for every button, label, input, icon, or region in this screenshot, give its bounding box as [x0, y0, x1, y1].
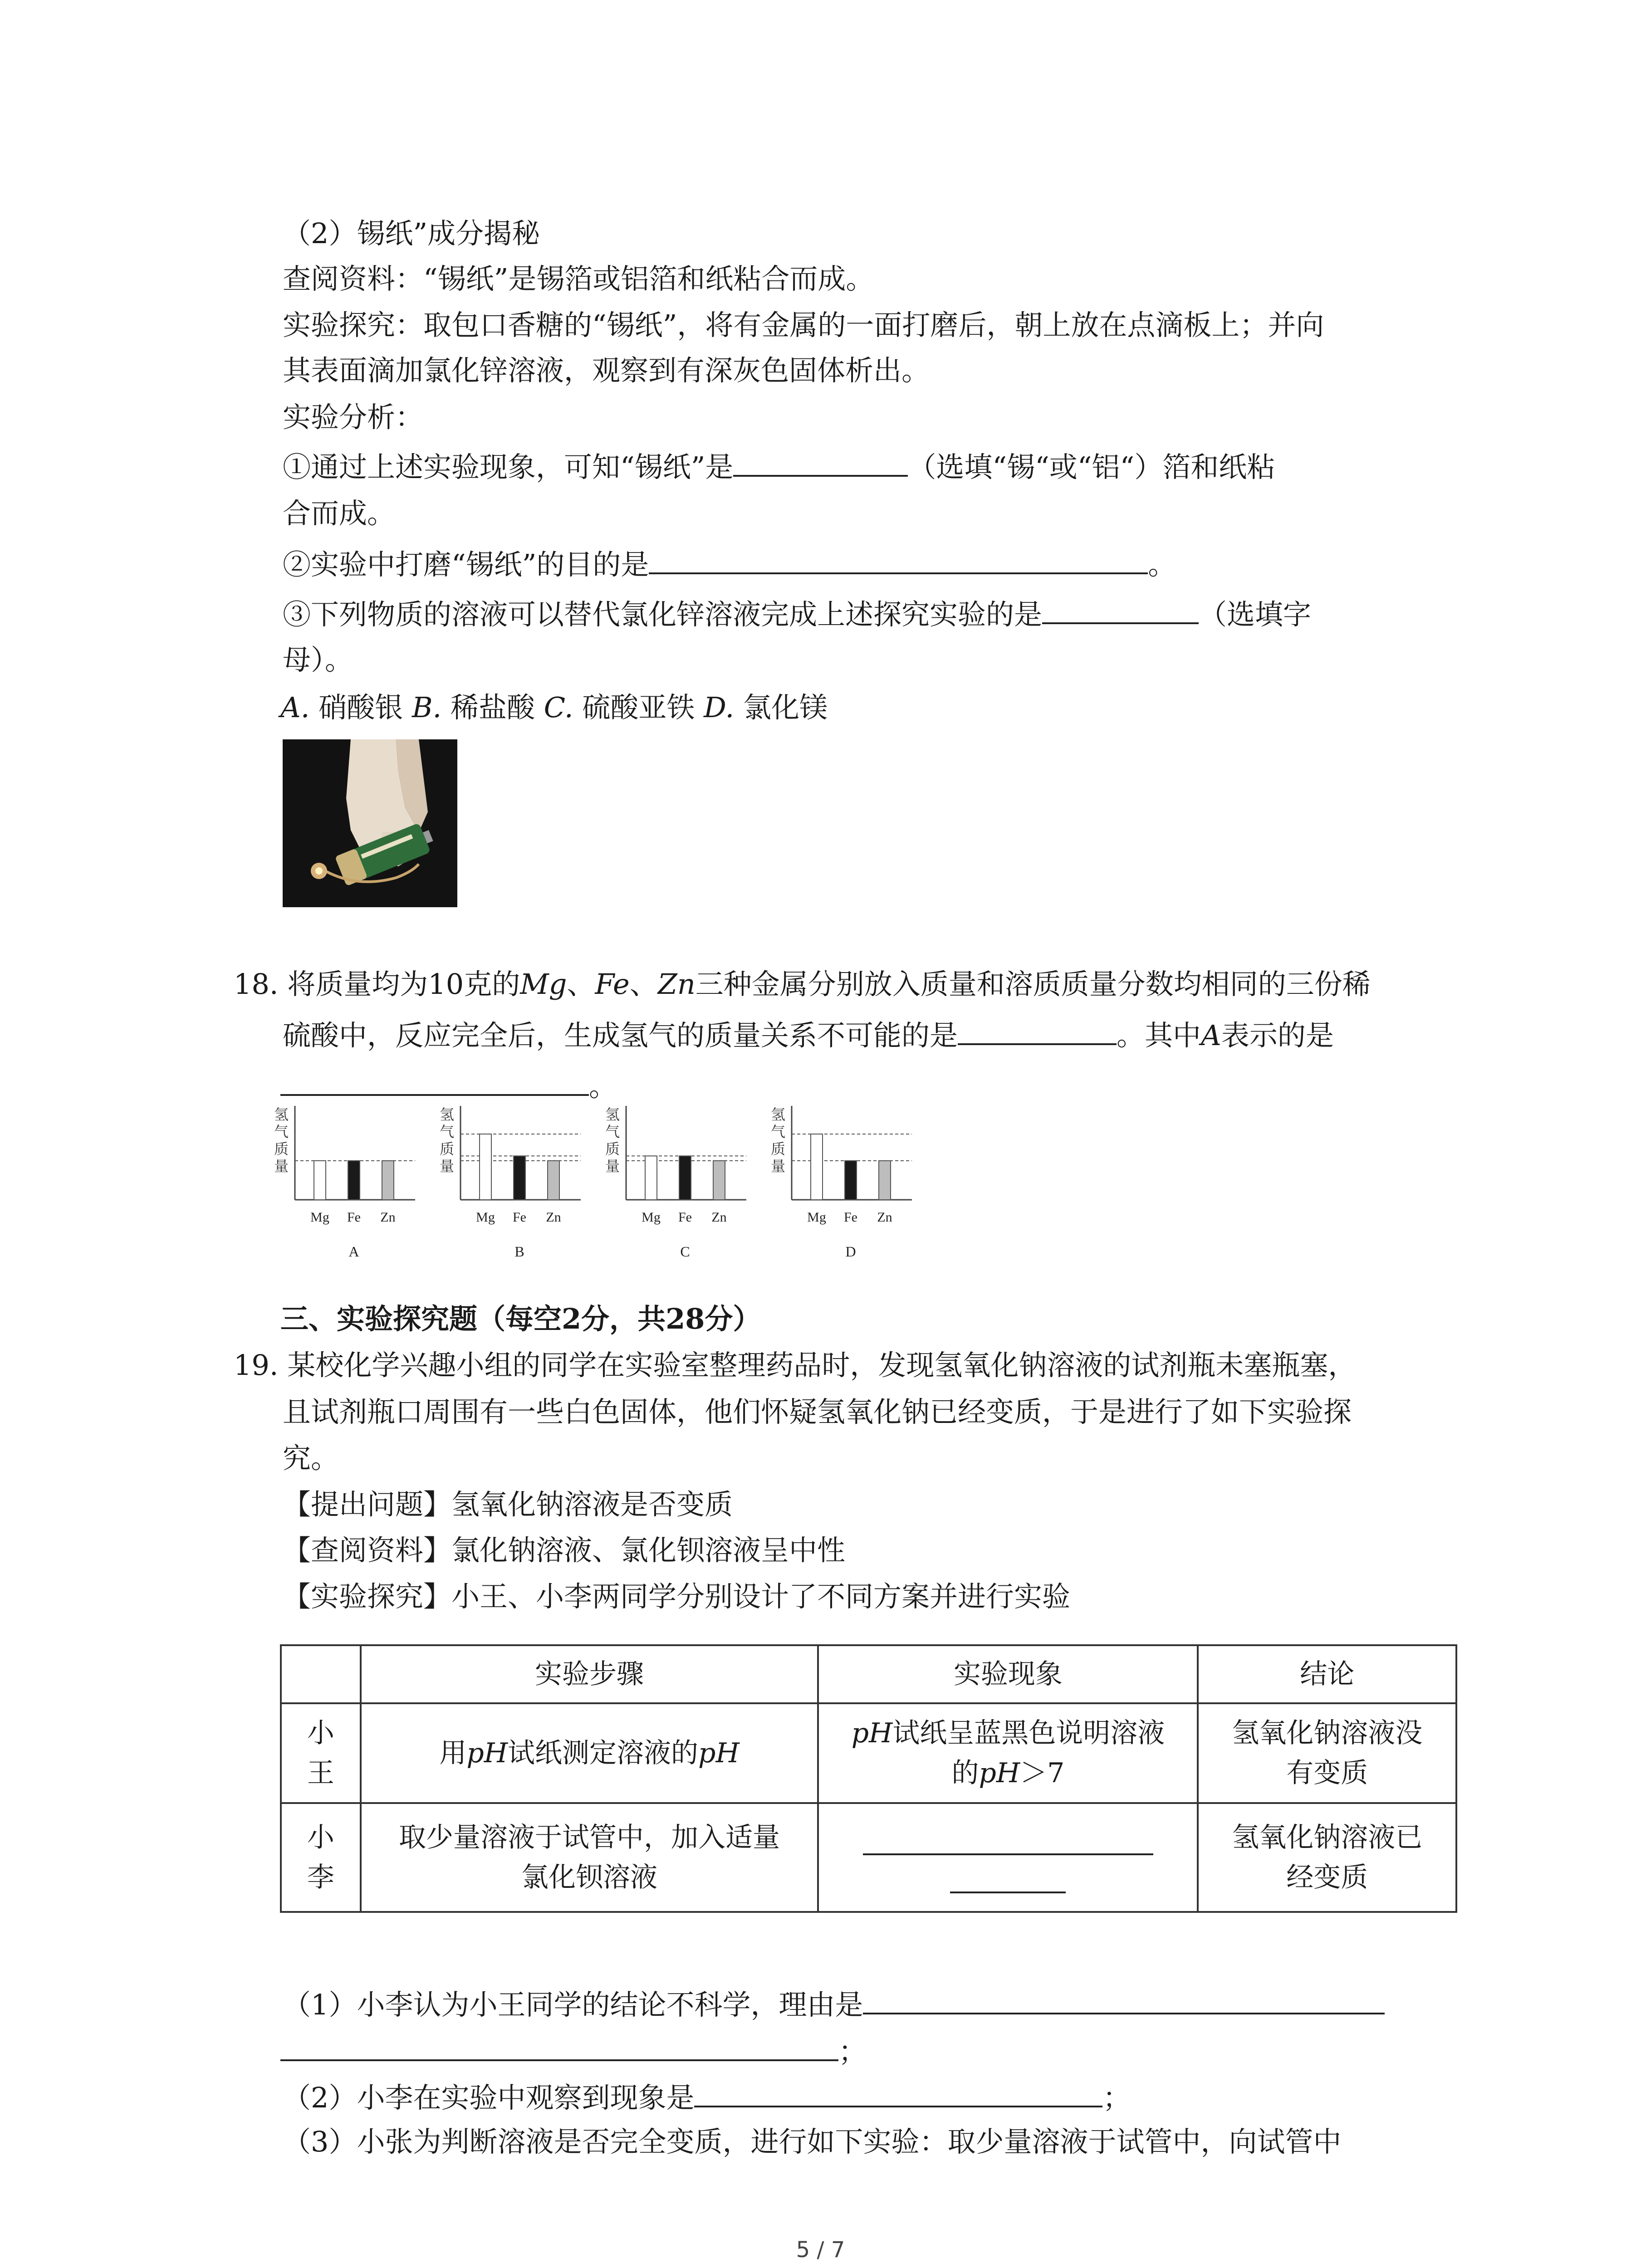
- row1-obs-text-2: 的: [951, 1757, 979, 1789]
- chart-bar-zn: [548, 1161, 559, 1200]
- chart-ylabel-char: 氢: [770, 1106, 786, 1123]
- chart-bar-fe: [348, 1161, 360, 1200]
- chart-category-label: Mg: [807, 1210, 826, 1225]
- row1-obs-ph-1: pH: [851, 1717, 893, 1749]
- row2-conclusion: [1198, 1803, 1456, 1912]
- row1-step-ph-2: pH: [698, 1737, 740, 1769]
- chart-panel-label: B: [514, 1243, 524, 1260]
- q19-text-1: 某校化学兴趣小组的同学在实验室整理药品时，发现氢氧化钠溶液的试剂瓶未塞瓶塞，: [287, 1349, 1357, 1382]
- table-row: [281, 1703, 1456, 1803]
- chart-bar-mg: [645, 1156, 657, 1200]
- option-a-letter: A.: [280, 691, 310, 724]
- q17-options: [280, 689, 828, 726]
- row2-phenomenon: [818, 1803, 1198, 1912]
- hydrogen-mass-charts: [272, 1102, 930, 1266]
- q17-q2-end: 。: [1148, 548, 1176, 581]
- chart-bar-zn: [713, 1161, 725, 1200]
- option-a-text: 硝酸银: [318, 691, 403, 724]
- chart-ylabel-char: 氢: [439, 1106, 455, 1123]
- chart-panel-label: A: [348, 1243, 359, 1260]
- chart-ylabel-char: 量: [605, 1158, 620, 1175]
- option-d-text: 氯化镁: [743, 691, 828, 724]
- row1-step-ph-1: pH: [466, 1737, 508, 1769]
- q17-q2-text: ②实验中打磨“锡纸”的目的是: [283, 548, 649, 581]
- row1-phenomenon: [818, 1703, 1198, 1803]
- q17-q3-text-after: （选填字: [1199, 598, 1312, 631]
- chart-ylabel-char: 氢: [605, 1106, 620, 1123]
- q19-info: 【查阅资料】氯化钠溶液、氯化钡溶液呈中性: [283, 1534, 846, 1567]
- row1-obs-text-3: ＞7: [1020, 1757, 1065, 1789]
- chart-ylabel-char: 量: [770, 1158, 786, 1175]
- chart-bar-fe: [514, 1156, 525, 1200]
- chart-bar-zn: [879, 1161, 891, 1200]
- q19-number: 19.: [234, 1349, 279, 1382]
- q19-p2-text: （2）小李在实验中观察到现象是: [283, 2081, 695, 2114]
- option-b-letter: B.: [411, 691, 442, 724]
- experiment-table: [280, 1644, 1457, 1913]
- row1-person: [281, 1703, 361, 1803]
- q19-p1-blank-2[interactable]: [280, 2031, 838, 2061]
- q19-problem: 【提出问题】氢氧化钠溶液是否变质: [283, 1488, 733, 1521]
- q19-explore: 【实验探究】小王、小李两同学分别设计了不同方案并进行实验: [283, 1580, 1071, 1613]
- row2-phenomenon-blank-1[interactable]: [863, 1822, 1153, 1855]
- q18-text-4: 。其中: [1117, 1019, 1201, 1052]
- q19-line-2: 且试剂瓶口周围有一些白色固体，他们怀疑氢氧化钠已经变质，于是进行了如下实验探: [283, 1395, 1352, 1428]
- q17-analysis-label: 实验分析：: [283, 401, 424, 434]
- chart-category-label: Mg: [310, 1210, 329, 1225]
- q19-p2-end: ；: [1102, 2081, 1131, 2114]
- chart-ylabel-char: 气: [605, 1123, 620, 1140]
- chart-bar-zn: [382, 1161, 394, 1200]
- chart-bar-mg: [480, 1134, 491, 1200]
- row2-person-char-2: 李: [307, 1862, 334, 1893]
- q18-blank-2[interactable]: [280, 1066, 589, 1096]
- chart-bar-mg: [314, 1161, 326, 1200]
- q17-q3-continued: 母）。: [283, 643, 353, 676]
- chart-bar-fe: [845, 1161, 857, 1200]
- row1-step: [361, 1703, 818, 1803]
- option-c-text: 硫酸亚铁: [582, 691, 695, 724]
- chart-category-label: Fe: [513, 1210, 526, 1225]
- q18-text-5: 表示的是: [1221, 1019, 1334, 1052]
- q18-end: 。: [589, 1070, 617, 1103]
- table-row: [281, 1803, 1456, 1912]
- chart-ylabel-char: 氢: [274, 1106, 289, 1123]
- row2-person-char-1: 小: [307, 1822, 334, 1853]
- q17-q1-blank[interactable]: [733, 447, 908, 477]
- q19-line-3: 究。: [283, 1442, 339, 1475]
- battery-foil-illustration: [283, 739, 457, 907]
- chart-category-label: Zn: [877, 1210, 892, 1225]
- row1-conclusion: [1198, 1703, 1456, 1803]
- chart-category-label: Fe: [844, 1210, 857, 1225]
- q17-part2-title: （2）锡纸”成分揭秘: [283, 217, 540, 250]
- q19-p1-blank-1[interactable]: [863, 1984, 1385, 2014]
- q17-reference-info: 查阅资料：“锡纸”是锡箔或铝箔和纸粘合而成。: [283, 262, 874, 295]
- row2-step-line-1: 取少量溶液于试管中，加入适量: [399, 1822, 780, 1853]
- q18-sep-2: 、: [629, 968, 658, 1001]
- q18-blank-1[interactable]: [958, 1015, 1117, 1045]
- q19-p2-blank[interactable]: [694, 2077, 1102, 2107]
- q18-mg: Mg: [520, 968, 567, 1001]
- chart-ylabel-char: 量: [439, 1158, 455, 1175]
- q18-text-2: 三种金属分别放入质量和溶质质量分数均相同的三份稀: [695, 968, 1371, 1001]
- chart-bar-mg: [811, 1134, 823, 1200]
- chart-category-label: Zn: [546, 1210, 561, 1225]
- chart-category-label: Mg: [642, 1210, 661, 1225]
- q18-line-2: [283, 1015, 1334, 1054]
- q18-sep-1: 、: [567, 968, 595, 1001]
- q17-q3-blank[interactable]: [1042, 594, 1199, 624]
- chart-ylabel-char: 量: [274, 1158, 289, 1175]
- q18-fe: Fe: [595, 968, 630, 1001]
- row1-conclusion-line-2: 有变质: [1286, 1757, 1368, 1789]
- row2-step-line-2: 氯化钡溶液: [521, 1862, 658, 1893]
- q18-letter-a: A: [1201, 1019, 1221, 1052]
- row1-obs-ph-2: pH: [979, 1757, 1020, 1789]
- chart-ylabel-char: 质: [439, 1140, 455, 1158]
- chart-panel-label: D: [845, 1243, 856, 1260]
- table-header-conclusion: 结论: [1198, 1645, 1456, 1703]
- q18-line-3: [280, 1066, 617, 1105]
- row2-conclusion-line-2: 经变质: [1286, 1862, 1368, 1893]
- chart-ylabel-char: 气: [439, 1123, 455, 1140]
- table-header-steps: 实验步骤: [361, 1645, 818, 1703]
- option-d-letter: D.: [704, 691, 735, 724]
- chart-ylabel-char: 气: [770, 1123, 786, 1140]
- chart-ylabel-char: 气: [274, 1123, 289, 1140]
- row2-phenomenon-blank-2[interactable]: [950, 1860, 1066, 1893]
- page-number: 5 / 7: [796, 2237, 845, 2263]
- chart-category-label: Zn: [380, 1210, 396, 1225]
- q17-explore-line-1: 实验探究：取包口香糖的“锡纸”，将有金属的一面打磨后，朝上放在点滴板上；并向: [283, 308, 1324, 342]
- row2-person: [281, 1803, 361, 1912]
- q17-explore-line-2: 其表面滴加氯化锌溶液，观察到有深灰色固体析出。: [283, 354, 930, 387]
- chart-category-label: Fe: [347, 1210, 361, 1225]
- row1-person-char-1: 小: [307, 1717, 334, 1749]
- chart-ylabel-char: 质: [605, 1140, 620, 1158]
- row1-conclusion-line-1: 氢氧化钠溶液没: [1232, 1717, 1423, 1749]
- table-header-person: [281, 1645, 361, 1703]
- q17-q1-text-after: （选填“锡“或“铝“）箔和纸粘: [908, 450, 1275, 484]
- q19-part-1: [283, 1984, 1385, 2023]
- q19-p1-end: ；: [838, 2035, 867, 2068]
- row1-person-char-2: 王: [307, 1757, 334, 1789]
- q19-part-3: （3）小张为判断溶液是否完全变质，进行如下实验：取少量溶液于试管中，向试管中: [283, 2125, 1342, 2158]
- chart-ylabel-char: 质: [274, 1140, 289, 1158]
- q17-q1-text: ①通过上述实验现象，可知“锡纸”是: [283, 450, 734, 484]
- row1-step-text-1: 用: [439, 1737, 467, 1769]
- q17-question-2: [283, 544, 1176, 583]
- q17-question-1: [283, 447, 1275, 485]
- row2-conclusion-line-1: 氢氧化钠溶液已: [1232, 1822, 1423, 1853]
- chart-category-label: Mg: [476, 1210, 495, 1225]
- q18-text-3: 硫酸中，反应完全后，生成氢气的质量关系不可能的是: [283, 1019, 958, 1052]
- q17-q1-continued: 合而成。: [283, 497, 396, 530]
- q18-zn: Zn: [657, 968, 696, 1001]
- q17-q2-blank[interactable]: [649, 544, 1148, 574]
- chart-category-label: Zn: [711, 1210, 727, 1225]
- q17-question-3: [283, 594, 1311, 633]
- q19-part-1-continued: [280, 2031, 867, 2070]
- row1-step-text-2: 试纸测定溶液的: [508, 1737, 699, 1769]
- row1-obs-text-1: 试纸呈蓝黑色说明溶液: [892, 1717, 1165, 1749]
- battery-foil-photo: [283, 739, 457, 907]
- section-3-title: 三、实验探究题（每空2分，共28分）: [280, 1302, 761, 1335]
- q19-p1-text: （1）小李认为小王同学的结论不科学，理由是: [283, 1988, 863, 2021]
- chart-panel-label: C: [680, 1243, 690, 1260]
- q18-text-1: 将质量均为10克的: [287, 968, 520, 1001]
- table-header-row: [281, 1645, 1456, 1703]
- option-b-text: 稀盐酸: [450, 691, 535, 724]
- chart-category-label: Fe: [678, 1210, 692, 1225]
- row2-step: [361, 1803, 818, 1912]
- chart-bar-fe: [679, 1156, 691, 1200]
- q18-number: 18.: [234, 968, 279, 1001]
- chart-ylabel-char: 质: [770, 1140, 786, 1158]
- table-header-phenomenon: 实验现象: [818, 1645, 1198, 1703]
- q17-q3-text: ③下列物质的溶液可以替代氯化锌溶液完成上述探究实验的是: [283, 598, 1043, 631]
- q19-part-2: [283, 2077, 1131, 2116]
- option-c-letter: C.: [544, 691, 573, 724]
- q19-line-1: [234, 1347, 1356, 1383]
- q18-line-1: [234, 966, 1371, 1002]
